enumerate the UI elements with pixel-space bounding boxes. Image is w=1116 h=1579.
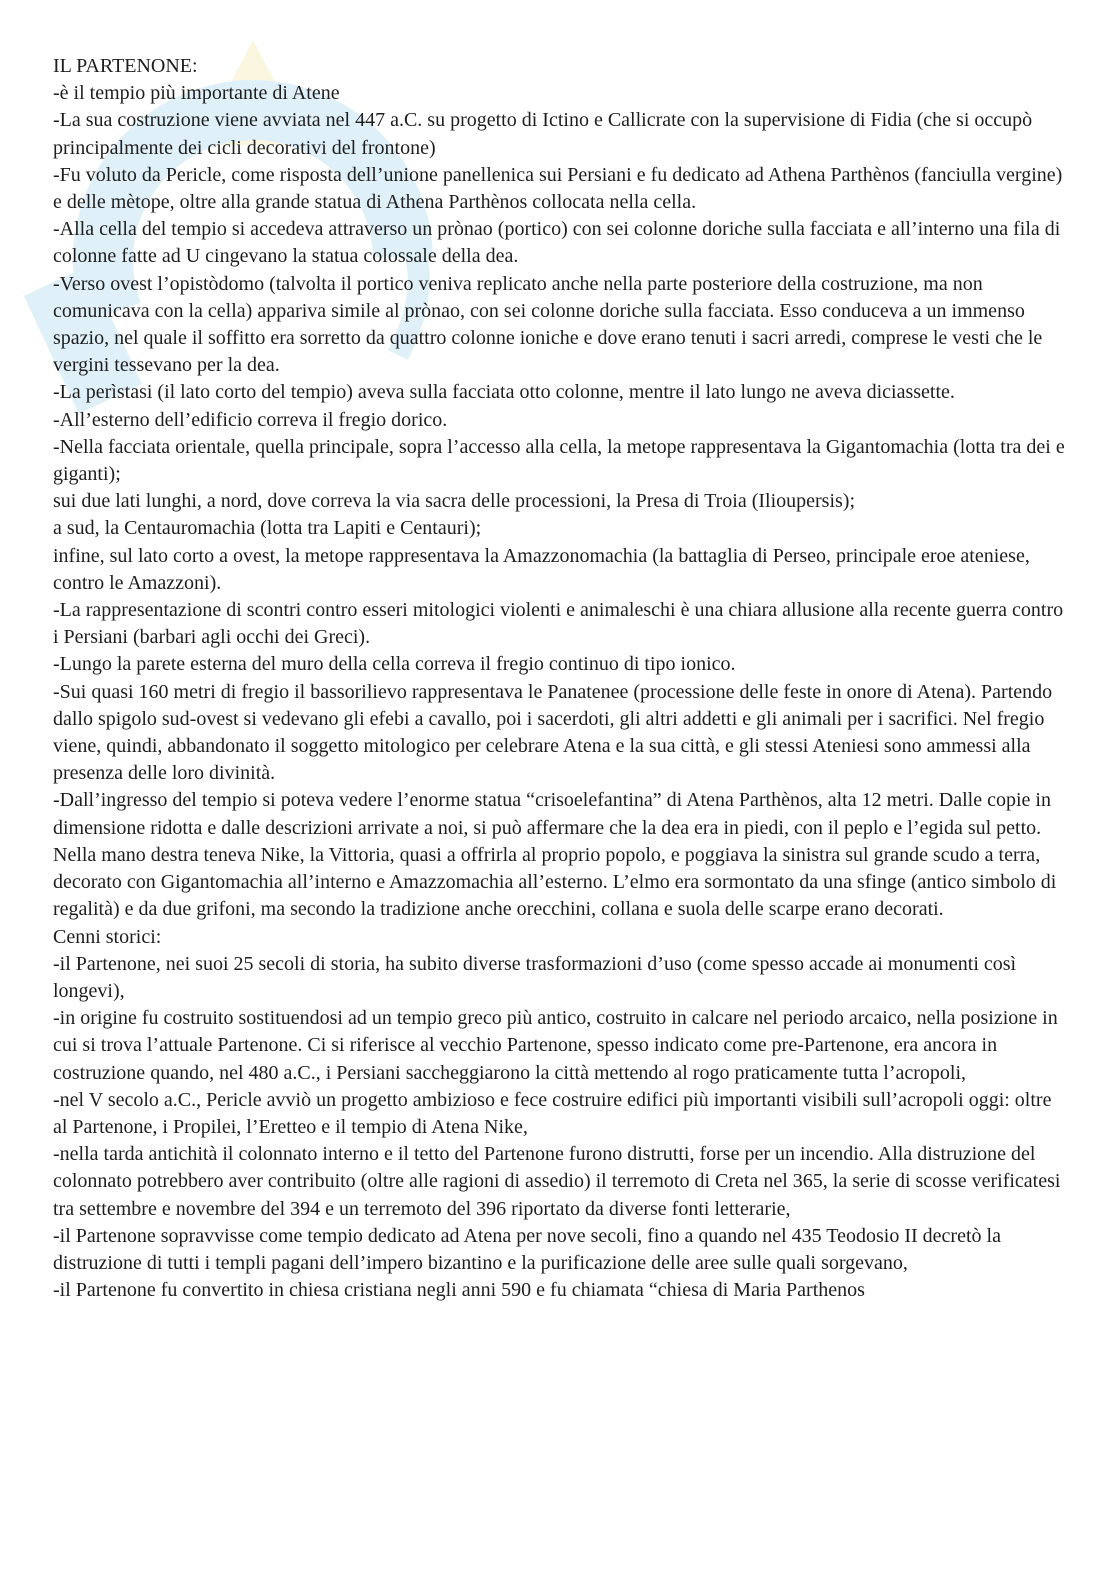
history-paragraph: -il Partenone, nei suoi 25 secoli di storia, ha subito diverse trasformazioni d’uso (come spesso accade ai monumenti così longevi), [53,952,1017,1002]
paragraph: -Fu voluto da Pericle, come risposta dell’unione panellenica sui Persiani e fu dedicato ad Athena Parthènos (fanciulla vergine) e delle mètope, oltre alla grande statua di Athena Parthènos collocata nella cella. [53,163,1063,214]
paragraph: infine, sul lato corto a ovest, la metope rappresentava la Amazzonomachia (la battaglia di Perseo, principale eroe ateniese, contro le Amazzoni). [53,544,1030,594]
paragraph: -Dall’ingresso del tempio si poteva vedere l’enorme statua “crisoelefantina” di Atena Parthènos, alta 12 metri. Dalle copie in dimensione ridotta e dalle descrizioni arrivate a noi, si può affermare che la dea era in piedi, con il peplo e l’egida sul petto. Nella mano destra teneva Nike, la Vittoria, quasi a offrirla al proprio popolo, e poggiava la sinistra sul grande scudo a terra, decorato con Gigantomachia all’interno e Amazzomachia all’esterno. L’elmo era sormontato da una sfinge (antico simbolo di regalità) e da due grifoni, ma secondo la tradizione anche orecchini, collana e suola delle scarpe erano decorati. [53,789,1057,921]
paragraph: -La rappresentazione di scontri contro esseri mitologici violenti e animaleschi è una chiara allusione alla recente guerra contro i Persiani (barbari agli occhi dei Greci). [53,599,1064,649]
paragraph: -è il tempio più importante di Atene [53,82,340,105]
history-paragraph: -il Partenone sopravvisse come tempio dedicato ad Atena per nove secoli, fino a quando nel 435 Teodosio II decretò la distruzione di tutti i templi pagani dell’impero bizantino e la purificazione delle aree sulle quali sorgevano, [53,1224,1001,1274]
paragraph: -La sua costruzione viene avviata nel 447 a.C. su progetto di Ictino e Callicrate con la supervisione di Fidia (che si occupò principalmente dei cicli decorativi del frontone) [53,109,1033,159]
section-title: Cenni storici: [53,925,162,948]
document-body [53,53,1066,1304]
paragraph: -La perìstasi (il lato corto del tempio) aveva sulla facciata otto colonne, mentre il lato lungo ne aveva diciassette. [53,381,955,404]
paragraph: -All’esterno dell’edificio correva il fregio dorico. [53,408,448,431]
paragraph: -Nella facciata orientale, quella principale, sopra l’accesso alla cella, la metope rappresentava la Gigantomachia (lotta tra dei e giganti); [53,435,1065,486]
paragraph: -Verso ovest l’opistòdomo (talvolta il portico veniva replicato anche nella parte posteriore della costruzione, ma non comunicava con la cella) appariva simile al prònao, con sei colonne doriche sulla facciata. Esso conduceva a un immenso spazio, nel quale il soffitto era sorretto da quattro colonne ioniche e dove erano tenuti i sacri arredi, comprese le vesti che le vergini tessevano per la dea. [53,272,1043,377]
paragraph: -Sui quasi 160 metri di fregio il bassorilievo rappresentava le Panatenee (processione delle feste in onore di Atena). Partendo dallo spigolo sud-ovest si vedevano gli efebi a cavallo, poi i sacerdoti, gli altri addetti e gli animali per i sacrifici. Nel fregio viene, quindi, abbandonato il soggetto mitologico per celebrare Atena e la sua città, e gli stessi Ateniesi sono ammessi alla presenza delle loro divinità. [53,680,1053,785]
paragraph: sui due lati lunghi, a nord, dove correva la via sacra delle processioni, la Presa di Troia (Ilioupersis); [53,490,856,513]
paragraph: -Alla cella del tempio si accedeva attraverso un prònao (portico) con sei colonne doriche sulla facciata e all’interno una fila di colonne fatte ad U cingevano la statua colossale della dea. [53,218,1061,268]
history-paragraph: -il Partenone fu convertito in chiesa cristiana negli anni 590 e fu chiamata “chiesa di Maria Parthenos [53,1279,865,1302]
document-title: IL PARTENONE: [53,55,198,77]
history-paragraph: -in origine fu costruito sostituendosi ad un tempio greco più antico, costruito in calcare nel periodo arcaico, nella posizione in cui si trova l’attuale Partenone. Ci si riferisce al vecchio Partenone, spesso indicato come pre-Partenone, era ancora in costruzione quando, nel 480 a.C., i Persiani saccheggiarono la città mettendo al rogo praticamente tutta l’acropoli, [53,1007,1058,1084]
paragraph: a sud, la Centauromachia (lotta tra Lapiti e Centauri); [53,517,482,540]
paragraph: -Lungo la parete esterna del muro della cella correva il fregio continuo di tipo ionico. [53,653,736,676]
history-paragraph: -nella tarda antichità il colonnato interno e il tetto del Partenone furono distrutti, forse per un incendio. Alla distruzione del colonnato potrebbero aver contribuito (oltre alle ragioni di assedio) il terremoto di Creta nel 365, la serie di scosse verificatesi tra settembre e novembre del 394 e un terremoto del 396 riportato da diverse fonti letterarie, [53,1143,1061,1220]
history-paragraph: -nel V secolo a.C., Pericle avviò un progetto ambizioso e fece costruire edifici più importanti visibili sull’acropoli oggi: oltre al Partenone, i Propilei, l’Eretteo e il tempio di Atena Nike, [53,1088,1052,1138]
